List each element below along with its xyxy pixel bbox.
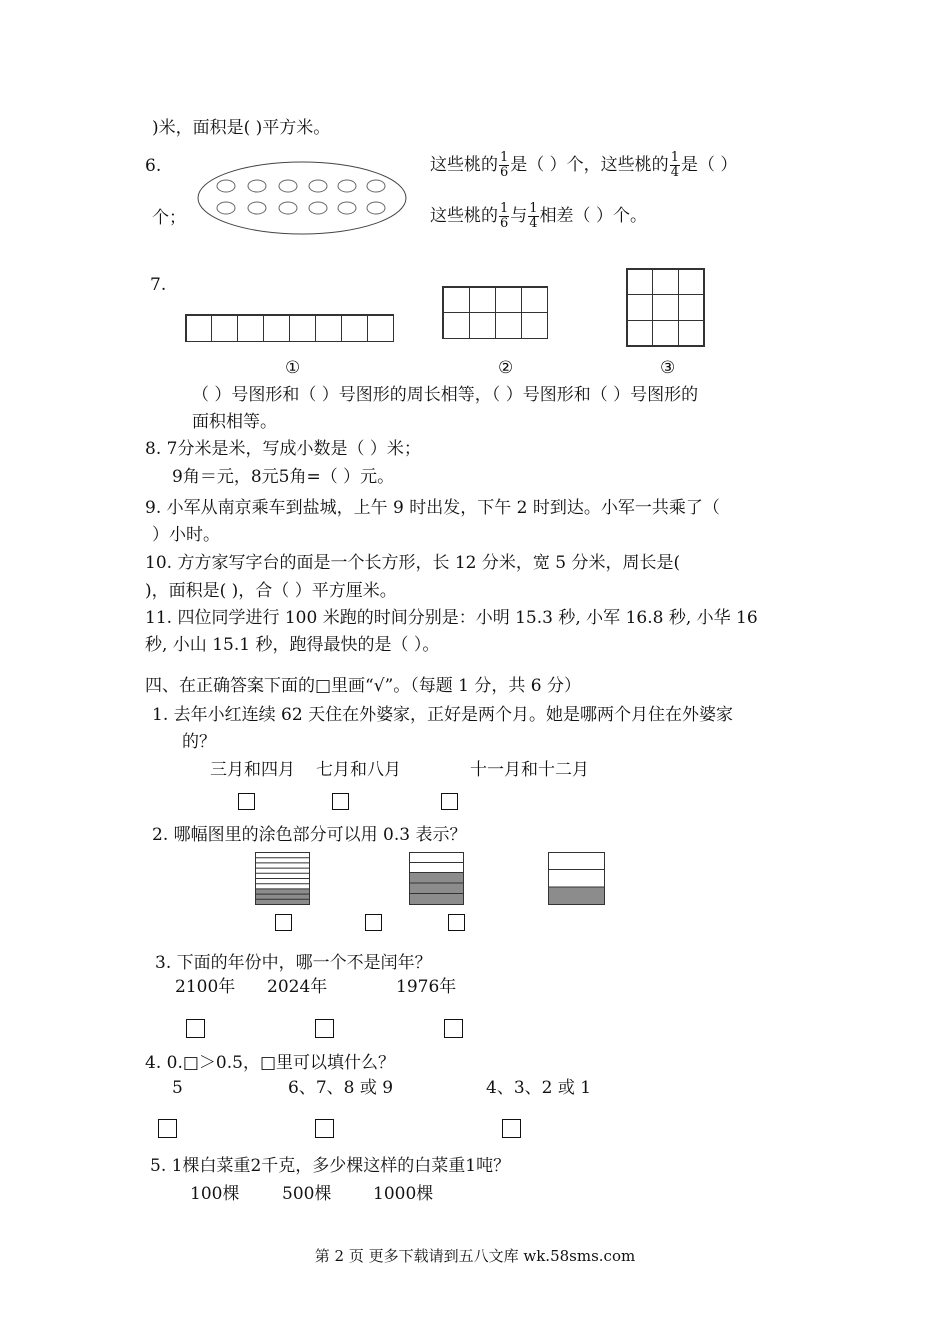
fraction-one-quarter: $\frac{1}{4}$ — [529, 201, 538, 231]
p3-option-2: 2024年 — [267, 977, 328, 997]
peach-row-top — [217, 180, 385, 192]
p5-option-1: 100棵 — [190, 1184, 240, 1204]
q6-line2: 这些桃的 $\frac{1}{6}$ 与 $\frac{1}{4}$ 相差（ ）个。 — [430, 201, 647, 231]
p1-checkbox-2[interactable] — [332, 793, 349, 810]
p1-checkbox-3[interactable] — [441, 793, 458, 810]
p4-checkbox-3[interactable] — [502, 1119, 521, 1138]
peach-row-bottom — [217, 202, 385, 214]
page-footer: 第 2 页 更多下载请到五八文库 wk.58sms.com — [314, 1247, 636, 1265]
p2-figure-2 — [409, 852, 465, 906]
p2-figure-3 — [548, 852, 606, 906]
p4-line1: 4. 0.□＞0.5，□里可以填什么？ — [145, 1053, 396, 1073]
figure-3-grid — [626, 268, 705, 347]
p1-option-3: 十一月和十二月 — [470, 760, 589, 780]
p1-option-2: 七月和八月 — [316, 760, 401, 780]
p4-checkbox-1[interactable] — [158, 1119, 177, 1138]
figure-3-label: ③ — [660, 358, 676, 378]
q10-line2: )，面积是( )，合（ ）平方厘米。 — [145, 581, 397, 601]
p5-line1: 5. 1棵白菜重2千克，多少棵这样的白菜重1吨？ — [150, 1156, 511, 1176]
p2-checkbox-2[interactable] — [365, 914, 382, 931]
figure-1-label: ① — [285, 358, 301, 378]
q9-line2: ）小时。 — [152, 525, 220, 545]
fraction-one-quarter: $\frac{1}{4}$ — [670, 150, 679, 180]
p5-option-3: 1000棵 — [373, 1184, 434, 1204]
p3-line1: 3. 下面的年份中，哪一个不是闰年？ — [155, 953, 432, 973]
figure-2-label: ② — [498, 358, 514, 378]
p4-checkbox-2[interactable] — [315, 1119, 334, 1138]
p3-checkbox-3[interactable] — [444, 1019, 463, 1038]
q6-continuation: 个； — [152, 208, 186, 228]
section-4-heading: 四、在正确答案下面的□里画“√”。（每题 1 分，共 6 分） — [145, 676, 582, 696]
q8-line1: 8. 7分米是米，写成小数是（ ）米； — [145, 439, 421, 459]
p1-checkbox-1[interactable] — [238, 793, 255, 810]
p3-checkbox-2[interactable] — [315, 1019, 334, 1038]
p1-option-1: 三月和四月 — [210, 760, 295, 780]
q9-line1: 9. 小军从南京乘车到盐城，上午 9 时出发，下午 2 时到达。小军一共乘了（ — [145, 498, 720, 518]
p2-checkbox-3[interactable] — [448, 914, 465, 931]
p4-option-3: 4、3、2 或 1 — [486, 1078, 592, 1098]
q7-number: 7. — [150, 275, 167, 295]
p4-option-2: 6、7、8 或 9 — [288, 1078, 394, 1098]
q7-line1: （ ）号图形和（ ）号图形的周长相等，（ ）号图形和（ ）号图形的 — [192, 385, 699, 405]
p3-option-1: 2100年 — [175, 977, 236, 997]
q6-number: 6. — [145, 156, 162, 176]
q5-tail: )米，面积是( )平方米。 — [152, 118, 331, 138]
q6-line1: 这些桃的 $\frac{1}{6}$ 是（ ）个，这些桃的 $\frac{1}{4}$ 是（ ） — [430, 150, 738, 180]
p3-option-3: 1976年 — [396, 977, 457, 997]
figure-2-grid — [442, 286, 548, 339]
q11-line1: 11. 四位同学进行 100 米跑的时间分别是：小明 15.3 秒, 小军 16.8 秒, 小华 16 — [145, 608, 758, 628]
p1-line1: 1. 去年小红连续 62 天住在外婆家，正好是两个月。她是哪两个月住在外婆家 — [152, 705, 734, 725]
p5-option-2: 500棵 — [282, 1184, 332, 1204]
p2-checkbox-1[interactable] — [275, 914, 292, 931]
peaches-illustration — [196, 160, 408, 236]
q8-line2: 9角＝元，8元5角=（ ）元。 — [172, 467, 395, 487]
q11-line2: 秒, 小山 15.1 秒，跑得最快的是（ ）。 — [145, 635, 440, 655]
fraction-one-sixth: $\frac{1}{6}$ — [500, 201, 509, 231]
figure-1-grid — [185, 314, 394, 342]
q10-line1: 10. 方方家写字台的面是一个长方形，长 12 分米，宽 5 分米，周长是( — [145, 553, 681, 573]
q7-line2: 面积相等。 — [192, 412, 277, 432]
fraction-one-sixth: $\frac{1}{6}$ — [500, 150, 509, 180]
p1-line2: 的？ — [182, 732, 216, 752]
p3-checkbox-1[interactable] — [186, 1019, 205, 1038]
p2-line1: 2. 哪幅图里的涂色部分可以用 0.3 表示？ — [152, 825, 467, 845]
p4-option-1: 5 — [172, 1078, 183, 1098]
p2-figure-1 — [255, 852, 311, 906]
